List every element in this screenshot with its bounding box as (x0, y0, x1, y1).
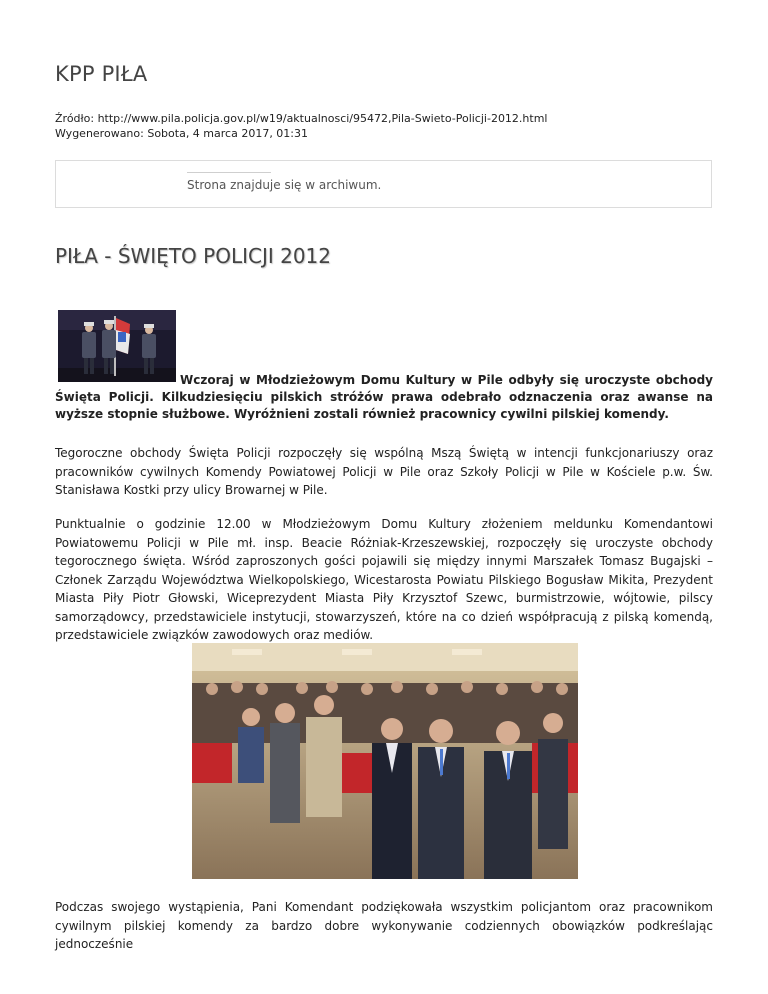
document-meta (55, 111, 548, 141)
archive-text: Strona znajduje się w archiwum. (187, 178, 382, 192)
source-line: Źródło: http://www.pila.policja.gov.pl/w19/aktualnosci/95472,Pila-Swieto-Policji-2012.html (55, 112, 548, 125)
generated-line: Wygenerowano: Sobota, 4 marca 2017, 01:31 (55, 127, 309, 140)
article-paragraph-2: Punktualnie o godzinie 12.00 w Młodzieżowym Domu Kultury złożeniem meldunku Komendantowi Powiatowemu Policji w Pile mł. insp. Beacie Różniak-Krzeszewskiej, rozpoczęły się uroczyste obchody tegorocznego święta. Wśród zaproszonych gości pojawili się między innymi Marszałek Tomasz Bugajski – Członek Zarządu Województwa Wielkopolskiego, Wicestarosta Powiatu Pilskiego Bogusław Mikita, Prezydent Miasta Piły Piotr Głowski, Wiceprezydent Miasta Piły Krzysztof Szewc, burmistrzowie, wójtowie, pilscy samorządowcy, przedstawiciele instytucji, stowarzyszeń, które na co dzień współpracują z pilską komendą, przedstawiciele związków zawodowych oraz mediów. (55, 517, 713, 642)
article-paragraph-3: Podczas swojego wystąpienia, Pani Komendant podziękowała wszystkim policjantom oraz pracownikom cywilnym pilskiej komendy za bardzo dobre wykonywanie codziennych obowiązków podkreślając jednocześnie (55, 900, 713, 951)
ceremony-photo (192, 643, 578, 879)
article-paragraph-1: Tegoroczne obchody Święta Policji rozpoczęły się wspólną Mszą Świętą w intencji funkcjonariuszy oraz pracowników cywilnych Komendy Powiatowej Policji w Pile oraz Szkoły Policji w Pile w Kościele p.w. Św. Stanisława Kostki przy ulicy Browarnej w Pile. (55, 446, 713, 497)
article-lead: Wczoraj w Młodzieżowym Domu Kultury w Pile odbyły się uroczyste obchody Święta Policji. Kilkudziesięciu pilskich stróżów prawa odebrało odznaczenia oraz awanse na wyższe stopnie służbowe. Wyróżnieni zostali również pracownicy cywilni pilskiej komendy. (55, 373, 713, 421)
archive-divider (187, 172, 271, 173)
archive-notice (55, 160, 712, 208)
article-title: PIŁA - ŚWIĘTO POLICJI 2012 (55, 244, 331, 268)
site-title: KPP PIŁA (55, 62, 148, 86)
